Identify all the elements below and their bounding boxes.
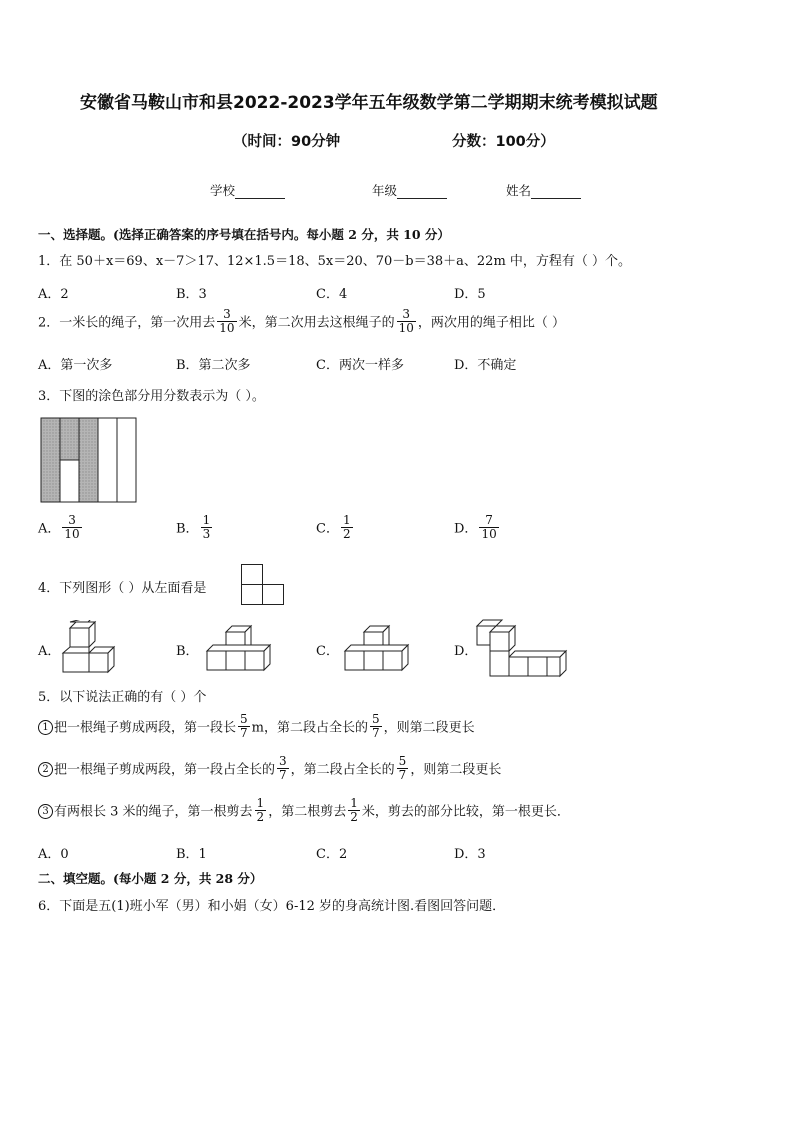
q4-option-c[interactable]: C． <box>316 644 339 659</box>
q1-option-d[interactable]: D．5 <box>454 287 486 302</box>
page-title: 安徽省马鞍山市和县2022-2023学年五年级数学第二学期期末统考模拟试题 <box>80 93 658 113</box>
q4-option-b-cubes <box>204 622 278 676</box>
q1-option-b[interactable]: B．3 <box>176 287 207 302</box>
exam-score: 分数：100分） <box>452 134 555 150</box>
exam-time: （时间：90分钟 <box>233 134 341 150</box>
circled-number-2: 2 <box>38 762 53 777</box>
question-1: 1．在 50＋x＝69、x－7＞17、12×1.5＝18、5x＝20、70－b＝38＋a、22m 中，方程有（ ）个。 <box>38 254 632 269</box>
q3-option-b[interactable]: B． $\frac{1}{3}$ <box>176 513 211 541</box>
section-2-heading: 二、填空题。(每小题 2 分，共 28 分） <box>38 871 263 886</box>
q5-statement-1: 1 把一根绳子剪成两段，第一段长 $\frac{5}{7}$ m，第二段占全长的 $\frac{5}{7}$ ，则第二段更长 <box>38 715 475 741</box>
circled-number-3: 3 <box>38 804 53 819</box>
q4-option-b[interactable]: B． <box>176 644 199 659</box>
q2-option-a[interactable]: A．第一次多 <box>38 358 113 373</box>
q3-option-c[interactable]: C． $\frac{1}{2}$ <box>316 513 351 541</box>
q1-option-c[interactable]: C．4 <box>316 287 348 302</box>
q2-option-d[interactable]: D．不确定 <box>454 358 517 373</box>
grade-blank[interactable] <box>397 186 447 199</box>
question-5: 5．以下说法正确的有（ ）个 <box>38 690 207 705</box>
q5-option-d[interactable]: D．3 <box>454 847 486 862</box>
name-label: 姓名 <box>506 183 532 198</box>
q2-text-1: 2．一米长的绳子，第一次用去 <box>38 315 216 331</box>
name-blank[interactable] <box>531 186 581 199</box>
q1-option-a[interactable]: A．2 <box>38 287 69 302</box>
question-4: 4．下列图形（ ）从左面看是 <box>38 581 207 596</box>
name-field <box>506 181 581 199</box>
q4-option-d[interactable]: D． <box>454 644 478 659</box>
q2-option-b[interactable]: B．第二次多 <box>176 358 251 373</box>
question-3: 3．下图的涂色部分用分数表示为（ ）。 <box>38 389 265 404</box>
question-2 <box>38 307 565 336</box>
q2-text-3: ，两次用的绳子相比（ ） <box>417 315 565 331</box>
q4-option-d-cubes <box>474 618 570 678</box>
q5-option-a[interactable]: A．0 <box>38 847 69 862</box>
circled-number-1: 1 <box>38 720 53 735</box>
q2-fraction-2: $\frac{3}{10}$ <box>398 307 414 335</box>
q3-option-d[interactable]: D． $\frac{7}{10}$ <box>454 513 497 541</box>
school-field <box>210 181 285 199</box>
grade-label: 年级 <box>372 183 398 198</box>
shaded-rectangle-figure <box>40 417 138 505</box>
q4-option-a[interactable]: A． <box>38 644 61 659</box>
q5-statement-3: 3 有两根长 3 米的绳子，第一根剪去 $\frac{1}{2}$ ，第二根剪去 $\frac{1}{2}$ 米，剪去的部分比较，第一根更长． <box>38 799 570 825</box>
grade-field <box>372 181 447 199</box>
q5-option-b[interactable]: B．1 <box>176 847 207 862</box>
q4-option-c-cubes <box>342 622 416 676</box>
q5-option-c[interactable]: C．2 <box>316 847 348 862</box>
left-view-figure <box>240 563 286 607</box>
school-blank[interactable] <box>235 186 285 199</box>
section-1-heading: 一、选择题。(选择正确答案的序号填在括号内。每小题 2 分，共 10 分） <box>38 227 450 242</box>
q2-text-2: 米，第二次用去这根绳子的 <box>238 315 395 331</box>
q4-option-a-cubes <box>60 620 122 676</box>
q2-option-c[interactable]: C．两次一样多 <box>316 358 404 373</box>
question-6: 6．下面是五(1)班小军（男）和小娟（女）6-12 岁的身高统计图.看图回答问题． <box>38 899 506 914</box>
school-label: 学校 <box>210 183 236 198</box>
q3-option-a[interactable]: A． $\frac{3}{10}$ <box>38 513 80 541</box>
q5-statement-2: 2 把一根绳子剪成两段，第一段占全长的 $\frac{3}{7}$ ，第二段占全长的 $\frac{5}{7}$ ，则第二段更长 <box>38 757 501 783</box>
q2-fraction-1: $\frac{3}{10}$ <box>219 307 235 335</box>
